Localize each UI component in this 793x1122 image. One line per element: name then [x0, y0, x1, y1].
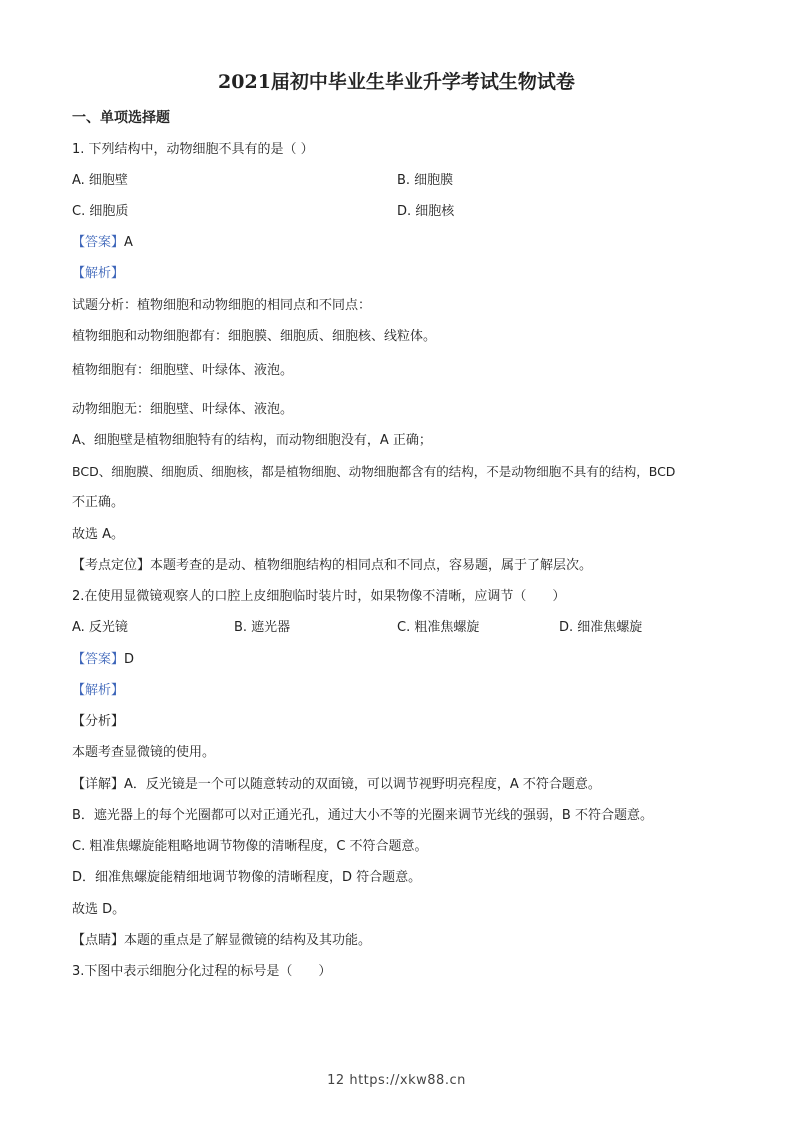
question-1-analysis-line: BCD、细胞膜、细胞质、细胞核，都是植物细胞、动物细胞都含有的结构，不是动物细胞不具有的结构，BCD [72, 464, 676, 479]
question-1-answer [72, 235, 133, 251]
question-1-stem: 1. 下列结构中，动物细胞不具有的是（ ） [72, 142, 314, 157]
question-2-option-c: C. 粗准焦螺旋 [397, 620, 480, 635]
question-2-analysis-tag: 【解析】 [72, 683, 125, 698]
question-2-analysis-line: C. 粗准焦螺旋能粗略地调节物像的清晰程度，C 不符合题意。 [72, 839, 428, 854]
question-2-answer [72, 652, 134, 668]
question-1-analysis-line: 【考点定位】本题考查的是动、植物细胞结构的相同点和不同点，容易题，属于了解层次。 [72, 558, 593, 573]
question-2-analysis-line: D．细准焦螺旋能精细地调节物像的清晰程度，D 符合题意。 [72, 870, 422, 885]
question-2-option-b: B. 遮光器 [234, 620, 291, 635]
question-1-option-c: C. 细胞质 [72, 204, 129, 219]
section-heading: 一、单项选择题 [72, 110, 170, 126]
question-2-analysis-line: 故选 D。 [72, 902, 126, 917]
question-1-analysis-line: 不正确。 [72, 495, 125, 510]
answer-value: A [124, 235, 133, 250]
question-2-stem: 2.在使用显微镜观察人的口腔上皮细胞临时装片时，如果物像不清晰，应调节（ ） [72, 589, 566, 604]
question-2-analysis-line: 【详解】A．反光镜是一个可以随意转动的双面镜，可以调节视野明亮程度，A 不符合题意。 [72, 777, 601, 792]
question-2-option-a: A. 反光镜 [72, 620, 128, 635]
answer-value: D [124, 652, 135, 667]
answer-tag: 【答案】 [72, 652, 125, 667]
question-2-analysis-line: 【点睛】本题的重点是了解显微镜的结构及其功能。 [72, 933, 372, 948]
question-2-option-d: D. 细准焦螺旋 [559, 620, 643, 635]
question-1-analysis-line: 植物细胞和动物细胞都有：细胞膜、细胞质、细胞核、线粒体。 [72, 329, 437, 344]
question-2-analysis-line: 【分析】 [72, 714, 125, 729]
question-1-analysis-line: 动物细胞无：细胞壁、叶绿体、液泡。 [72, 402, 294, 417]
document-title: 2021届初中毕业生毕业升学考试生物试卷 [218, 71, 575, 93]
question-1-analysis-line: A、细胞壁是植物细胞特有的结构，而动物细胞没有，A 正确； [72, 433, 432, 448]
question-1-option-b: B. 细胞膜 [397, 173, 454, 188]
question-1-analysis-tag: 【解析】 [72, 266, 125, 281]
question-3-stem: 3.下图中表示细胞分化过程的标号是（ ） [72, 964, 332, 979]
question-1-analysis-line: 植物细胞有：细胞壁、叶绿体、液泡。 [72, 363, 294, 378]
question-2-analysis-line: B．遮光器上的每个光圈都可以对正通光孔，通过大小不等的光圈来调节光线的强弱，B 不符合题意。 [72, 808, 653, 823]
question-1-analysis-line: 故选 A。 [72, 527, 125, 542]
question-1-option-a: A. 细胞壁 [72, 173, 128, 188]
question-2-analysis-line: 本题考查显微镜的使用。 [72, 745, 216, 760]
page-footer: 12 https://xkw88.cn [327, 1073, 466, 1088]
question-1-analysis-line: 试题分析：植物细胞和动物细胞的相同点和不同点： [72, 298, 372, 313]
answer-tag: 【答案】 [72, 235, 125, 250]
question-1-option-d: D. 细胞核 [397, 204, 455, 219]
